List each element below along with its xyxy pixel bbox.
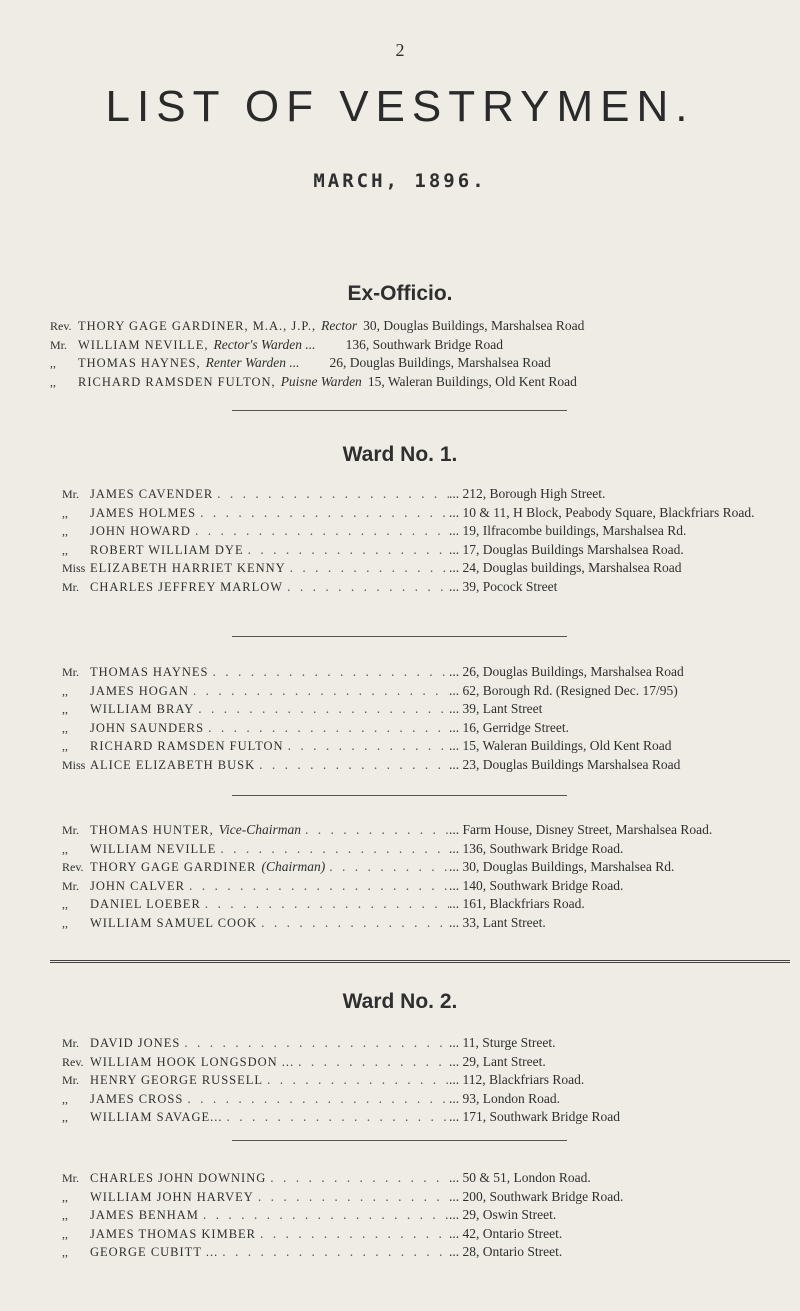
ward-1-group-2 [62,664,767,775]
list-item: Mr. JOHN CALVER . . . ... 140, Southwark Bridge Road. [62,878,767,894]
list-item: ,, JOHN HOWARD . . . ... 19, Ilfracombe buildings, Marshalsea Rd. [62,523,767,539]
list-item: ,, GEORGE CUBITT ... . . . ... 28, Ontario Street. [62,1244,767,1260]
divider [232,636,567,637]
ward-2-group-2 [62,1170,767,1263]
list-item: Mr. THOMAS HAYNES . . . ... 26, Douglas Buildings, Marshalsea Road [62,664,767,680]
list-item: Mr. THOMAS HUNTER, Vice-Chairman . . . ... Farm House, Disney Street, Marshalsea Road. [62,822,767,838]
list-item: Mr. CHARLES JOHN DOWNING . . . ... 50 & 51, London Road. [62,1170,767,1186]
list-item: ,, WILLIAM JOHN HARVEY . . . ... 200, Southwark Bridge Road. [62,1189,767,1205]
list-item: Mr. JAMES CAVENDER . . . ... 212, Borough High Street. [62,486,767,502]
list-item: Mr. CHARLES JEFFREY MARLOW . . . ... 39, Pocock Street [62,579,767,595]
list-item: Miss ALICE ELIZABETH BUSK . . . ... 23, Douglas Buildings Marshalsea Road [62,757,767,773]
list-item: Mr. WILLIAM NEVILLE, Rector's Warden ... 136, Southwark Bridge Road [50,336,504,352]
list-item: ,, WILLIAM BRAY . . . ... 39, Lant Street [62,701,767,717]
ward-1-group-3 [62,822,767,933]
ward-2-heading: Ward No. 2. [342,990,458,1013]
list-item: Miss ELIZABETH HARRIET KENNY . . . ... 24, Douglas buildings, Marshalsea Road [62,560,767,576]
ward-2-group-1 [62,1035,767,1128]
list-item: Rev. THORY GAGE GARDINER (Chairman) . . . ... 30, Douglas Buildings, Marshalsea Rd. [62,859,767,875]
list-item: ,, WILLIAM SAMUEL COOK . . . ... 33, Lant Street. [62,915,767,931]
ward-1-heading: Ward No. 1. [342,443,458,466]
ex-officio-heading: Ex-Officio. [347,282,453,305]
list-item: Rev. THORY GAGE GARDINER, M.A., J.P., Rector 30, Douglas Buildings, Marshalsea Road [50,318,585,333]
list-item: ,, RICHARD RAMSDEN FULTON . . . ... 15, Waleran Buildings, Old Kent Road [62,738,767,754]
ward-1-group-1 [62,486,767,597]
list-item: ,, RICHARD RAMSDEN FULTON, Puisne Warden 15, Waleran Buildings, Old Kent Road [50,373,577,389]
page-title: LIST OF VESTRYMEN. [105,82,695,131]
list-item: ,, JAMES CROSS . . . ... 93, London Road. [62,1091,767,1107]
list-item: ,, JAMES THOMAS KIMBER . . . ... 42, Ontario Street. [62,1226,767,1242]
divider [232,410,567,411]
list-item: Mr. DAVID JONES . . . ... 11, Sturge Street. [62,1035,767,1051]
ex-officio-list [50,318,770,392]
list-item: Rev. WILLIAM HOOK LONGSDON ... . . . ... 29, Lant Street. [62,1054,767,1070]
list-item: ,, WILLIAM SAVAGE... . . . ... 171, Southwark Bridge Road [62,1109,767,1125]
section-divider [50,960,790,963]
list-item: Mr. HENRY GEORGE RUSSELL . . . ... 112, Blackfriars Road. [62,1072,767,1088]
list-item: ,, ROBERT WILLIAM DYE . . . ... 17, Douglas Buildings Marshalsea Road. [62,542,767,558]
list-item: ,, WILLIAM NEVILLE . . . ... 136, Southwark Bridge Road. [62,841,767,857]
list-item: ,, JAMES HOGAN . . . ... 62, Borough Rd. (Resigned Dec. 17/95) [62,683,767,699]
list-item: ,, DANIEL LOEBER . . . ... 161, Blackfriars Road. [62,896,767,912]
list-item: ,, THOMAS HAYNES, Renter Warden ... 26, Douglas Buildings, Marshalsea Road [50,355,551,370]
list-item: ,, JOHN SAUNDERS . . . ... 16, Gerridge Street. [62,720,767,736]
divider [232,795,567,796]
list-date: MARCH, 1896. [313,170,487,192]
list-item: ,, JAMES HOLMES . . . ... 10 & 11, H Block, Peabody Square, Blackfriars Road. [62,505,767,521]
divider [232,1140,567,1141]
list-item: ,, JAMES BENHAM . . . ... 29, Oswin Street. [62,1207,767,1223]
page-number: 2 [395,40,405,60]
